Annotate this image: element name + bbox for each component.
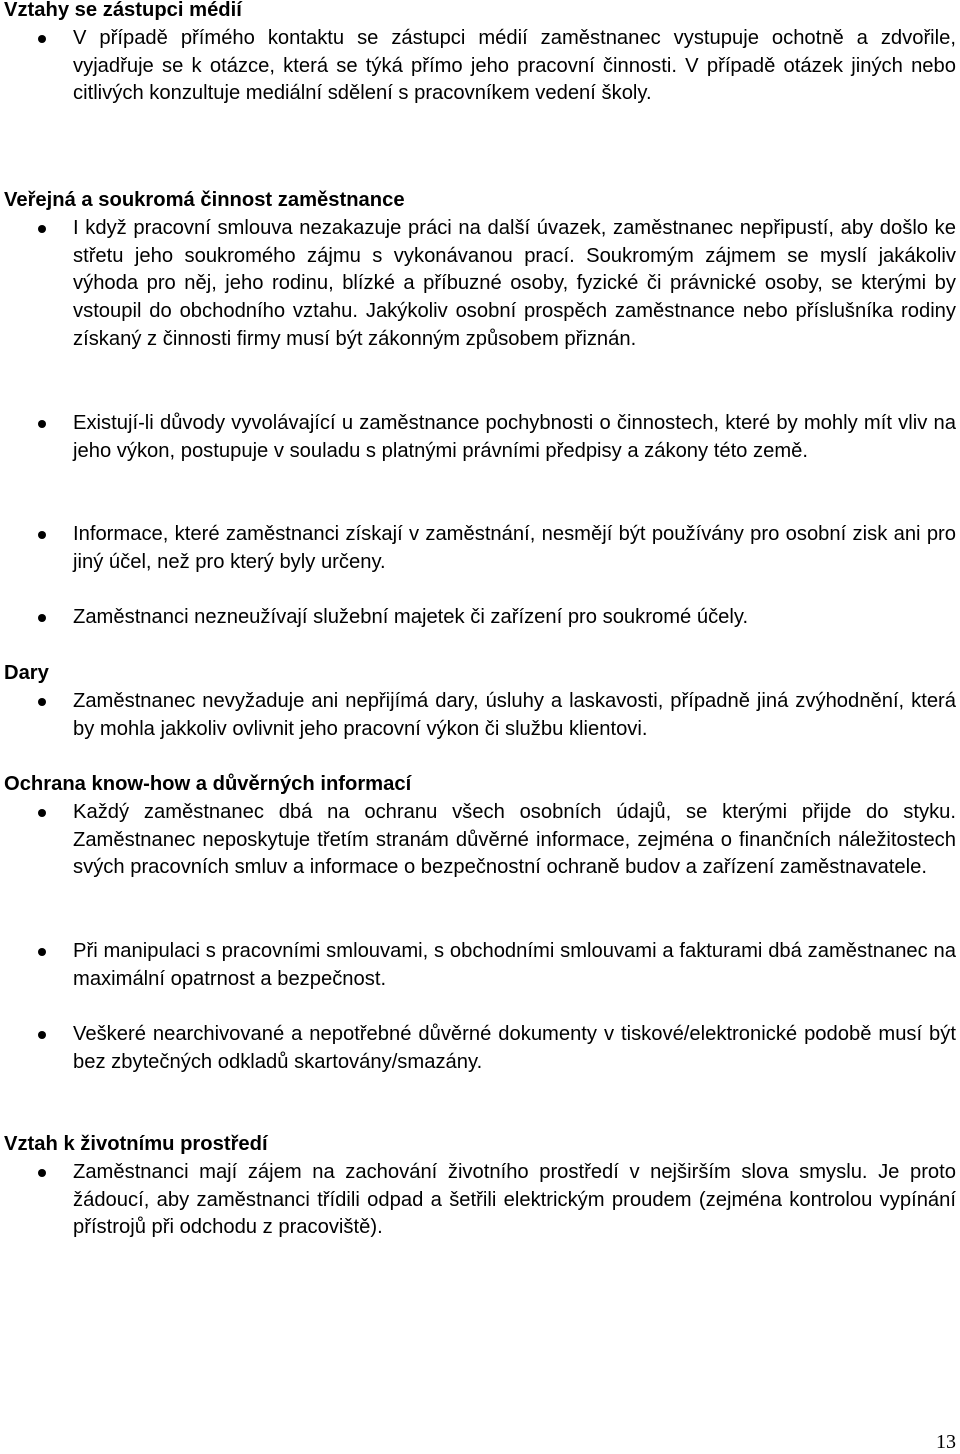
bullet-item: [0, 1021, 960, 1077]
bullet-icon: [38, 948, 46, 956]
paragraph: Informace, které zaměstnanci získají v zaměstnání, nesmějí být používány pro osobní zisk ani pro jiný účel, než pro který byly určeny.: [73, 523, 956, 573]
bullet-icon: [38, 1169, 46, 1177]
section-media: [0, 0, 960, 108]
section-heading: Vztah k životnímu prostředí: [4, 1133, 268, 1155]
paragraph: Zaměstnanci mají zájem na zachování životního prostředí v nejširším slova smyslu. Je proto žádoucí, aby zaměstnanci třídili odpad a šetřili elektrickým proudem (zejména kontrolou vypínání přístrojů při odchodu z pracoviště).: [73, 1160, 956, 1239]
bullet-item: [0, 688, 960, 744]
bullet-item: [0, 521, 960, 577]
bullet-icon: [38, 809, 46, 817]
section-public-private-activity-cont-2: [0, 521, 960, 577]
section-heading: Dary: [4, 662, 49, 684]
page-number: 13: [936, 1431, 956, 1453]
bullet-icon: [38, 1031, 46, 1039]
bullet-item: [0, 799, 960, 882]
section-heading: Veřejná a soukromá činnost zaměstnance: [4, 189, 405, 211]
section-gifts: [0, 660, 960, 743]
section-public-private-activity: [0, 187, 960, 354]
bullet-item: [0, 1159, 960, 1242]
paragraph: Při manipulaci s pracovními smlouvami, s obchodními smlouvami a fakturami dbá zaměstnanec na maximální opatrnost a bezpečnost.: [73, 940, 956, 990]
paragraph: Každý zaměstnanec dbá na ochranu všech osobních údajů, se kterými přijde do styku. Zaměstnanec neposkytuje třetím stranám důvěrné informace, zejména o finančních náležitostech svých pracovních smluv a informace o bezpečnostní ochraně budov a zařízení zaměstnavatele.: [73, 800, 956, 879]
section-public-private-activity-cont-1: [0, 410, 960, 466]
bullet-item: [0, 410, 960, 466]
section-know-how-cont-1: [0, 938, 960, 994]
bullet-icon: [38, 420, 46, 428]
section-heading: Vztahy se zástupci médií: [4, 0, 242, 21]
bullet-item: [0, 938, 960, 994]
paragraph: Zaměstnanci nezneužívají služební majetek či zařízení pro soukromé účely.: [73, 606, 749, 628]
bullet-item: [0, 604, 960, 632]
paragraph: I když pracovní smlouva nezakazuje práci na další úvazek, zaměstnanec nepřipustí, aby došlo ke střetu jeho soukromého zájmu s vykonávanou prací. Soukromým zájmem se myslí jakákoliv výhoda pro něj, jeho rodinu, blízké a příbuzné osoby, fyzické či právnické osoby, se kterými by vstoupil do obchodního vztahu. Jakýkoliv osobní prospěch zaměstnance nebo příslušníka rodiny získaný z činnosti firmy musí být zákonným způsobem přiznán.: [73, 216, 956, 350]
paragraph: Veškeré nearchivované a nepotřebné důvěrné dokumenty v tiskové/elektronické podobě musí být bez zbytečných odkladů skartovány/smazány.: [73, 1023, 956, 1073]
paragraph: Existují-li důvody vyvolávající u zaměstnance pochybnosti o činnostech, které by mohly mít vliv na jeho výkon, postupuje v souladu s platnými právními předpisy a zákony této země.: [73, 412, 956, 462]
section-environment: [0, 1131, 960, 1242]
bullet-icon: [38, 614, 46, 622]
section-heading: Ochrana know-how a důvěrných informací: [4, 773, 412, 795]
bullet-icon: [38, 698, 46, 706]
paragraph: Zaměstnanec nevyžaduje ani nepřijímá dary, úsluhy a laskavosti, případně jiná zvýhodnění, která by mohla jakkoliv ovlivnit jeho pracovní výkon či službu klientovi.: [73, 689, 956, 740]
bullet-icon: [38, 225, 46, 233]
bullet-item: [0, 215, 960, 354]
section-public-private-activity-cont-3: [0, 604, 960, 632]
bullet-item: [0, 25, 960, 108]
paragraph: V případě přímého kontaktu se zástupci médií zaměstnanec vystupuje ochotně a zdvořile, vyjadřuje se k otázce, která se týká přímo jeho pracovní činnosti. V případě otázek jiných nebo citlivých konzultuje mediální sdělení s pracovníkem vedení školy.: [73, 26, 956, 105]
section-know-how-cont-2: [0, 1021, 960, 1077]
bullet-icon: [38, 35, 46, 43]
section-know-how: [0, 771, 960, 882]
bullet-icon: [38, 531, 46, 539]
